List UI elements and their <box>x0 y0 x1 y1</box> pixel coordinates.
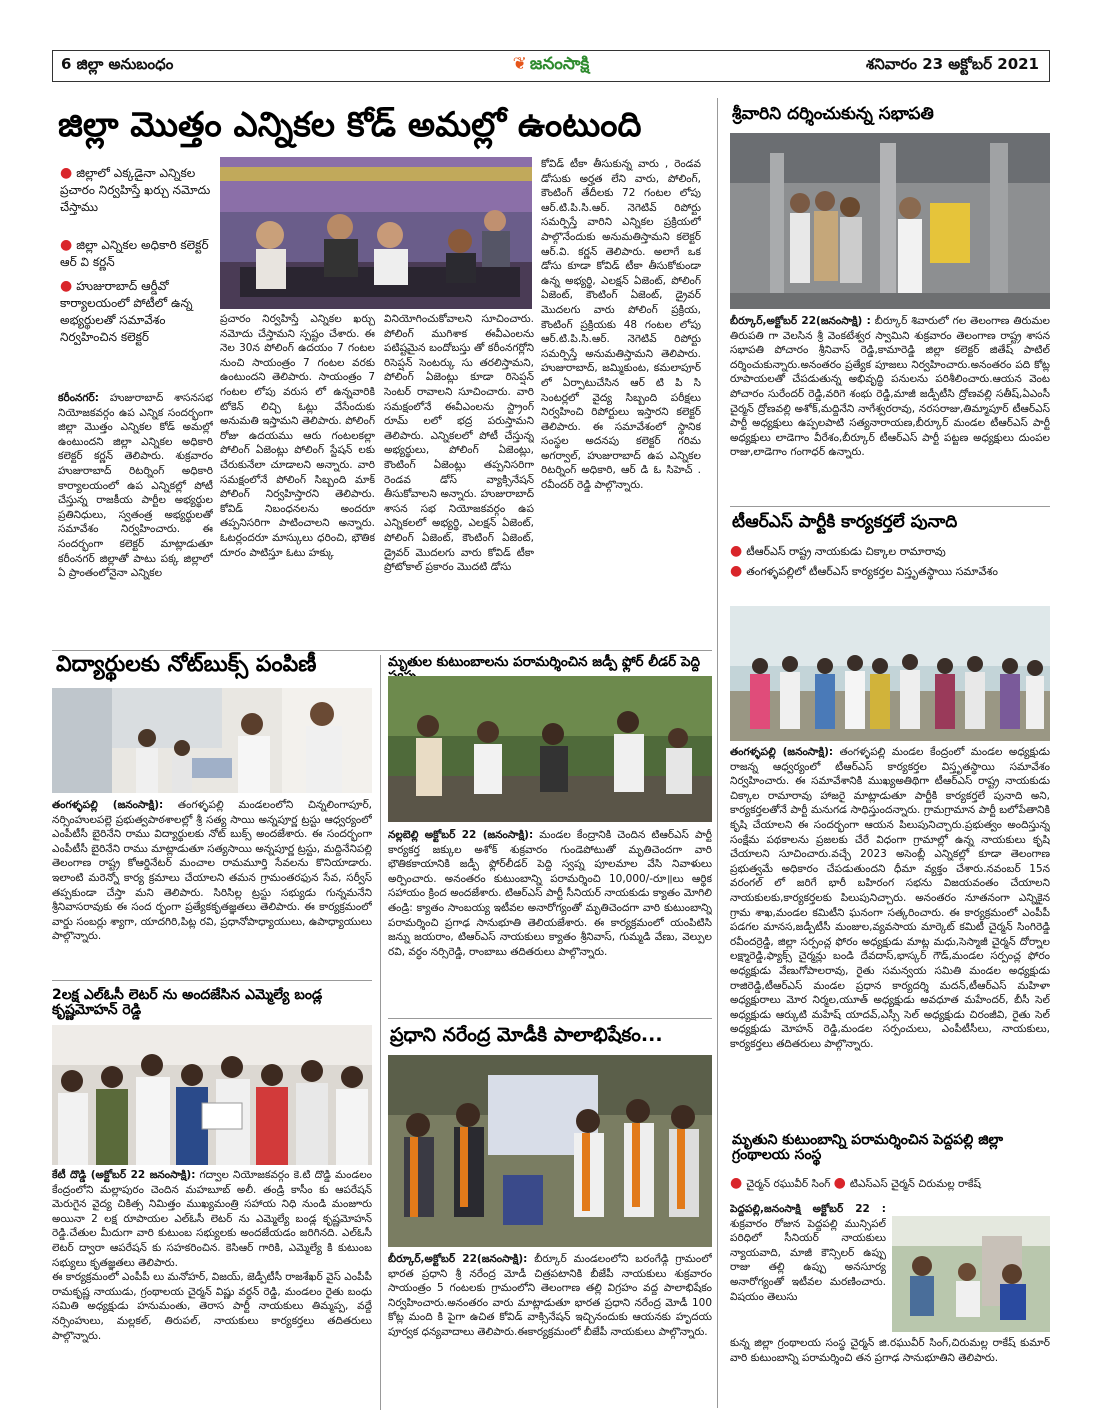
notebooks-body: తంగళ్ళపల్లి (జనంసాక్షి): తంగళ్ళపల్లి మండలంలోని చిన్నలింగాపూర్, నర్సింహులపల్లె ప్రభుత్వపాఠశాలల్లో శ్రీ సత్య సాయి అన్నపూర్ణ ట్రస్టు ఆధ్వర్యంలో ఎంపీటీసీ బైరినేని రాము విద్యార్థులకు నోట్ బుక్స్ అందజేశారు. ఈ సందర్భంగా ఎంపీటీసీ బైరినేని రాము మాట్లాడుతూ సత్యసాయి అన్నపూర్ణ ట్రస్టు, మద్దినేనిపల్లి తెలంగాణ రాష్ట్ర కోఆర్డినేటర్ మంచాల రామమూర్తి సేవలను కొనియాడారు. ఇలాంటి మరెన్నో కార్య క్రమాలు చేయాలని తమన గ్రామంతరఫున సేవ, సర్వీస్ తప్పకుండా చేస్తా మని తెలిపారు. సిరిసిల్ల ట్రస్టు సభ్యుడు గున్నమనేని శ్రీనివాసరావుకు ఈ సంద ర్భంగా ప్రత్యేకకృతజ్ఞతలు తెలిపారు. ఈ కార్యక్రమంలో వార్డు సంబర్లు శ్యాగా, యాదగిరి,పిట్ల రవి, ప్రధానోపాధ్యాయులు, ఉపాధ్యాయులు పాల్గొన్నారు. <box>52 799 372 943</box>
bullet-icon: ● <box>833 1175 846 1191</box>
modi-abhishekam-photo <box>388 1055 712 1247</box>
issue-date: శనివారం 23 అక్టోబర్ 2021 <box>865 55 1039 73</box>
trs-body: తంగళ్ళపల్లి (జనంసాక్షి): తంగళ్ళపల్లి మండల కేంద్రంలో మండల అధ్యక్షుడు రాజన్న ఆధ్వర్యంలో టీఆర్ఎస్ కార్యకర్తల విస్తృతస్థాయి సమావేశం నిర్వహించారు. ఈ సమావేశానికి ముఖ్యఅతిథిగా టీఆర్ఎస్ రాష్ట్ర నాయకుడు చిక్కాల రామారావు హాజరై మాట్లాడుతూ పార్టీకి కార్యకర్తలే పునాది అని, కార్యకర్తలతోనే పార్టీ మనుగడ సాధిస్తుందన్నారు. గ్రామగ్రామాన పార్టీ బలోపేతానికి కృషి చేయాలని ఈ సందర్భంగా ఆయన పిలుపునిచ్చారు.ప్రభుత్వం అందిస్తున్న సంక్షేమ పథకాలను ప్రజలకు చేరే విధంగా గ్రామాల్లో ఉన్న నాయకులు కృషి చేయాలని సూచించారు.వచ్చే 2023 అసెంబ్లీ ఎన్నికల్లో కూడా తెలంగాణ ప్రభుత్వమే అధికారం చేపడుతుందని ధీమా వ్యక్తం చేశారు.నవంబర్ 15న వరంగల్ లో జరిగే భారీ బహిరంగ సభను విజయవంతం చేయాలని నాయకులకు,కార్యకర్తలకు పిలుపునిచ్చారు. అనంతరం నూతనంగా ఎన్నికైన గ్రామ శాఖ,మండల కమిటీని ఘనంగా సత్కరించారు. ఈ కార్యక్రమంలో ఎంపీపీ పడగల మానస,జడ్పీటీసీ మంజుల,వ్యవసాయ మార్కెట్ కమిటీ చైర్మన్ సింగిరెడ్డి రవీందర్రెడ్డి, జిల్లా సర్పంచ్ల ఫోరం అధ్యక్షుడు మాట్ల మధు,సెస్మాజీ చైర్మన్ దోర్నాల లక్ష్మారెడ్డి,ఫ్యాక్స్ చైర్మన్లు బండి దేవదాస్,భాస్కర్ గౌడ్,మండల సర్పంచ్ల ఫోరం అధ్యక్షుడు వేణుగోపాలరావు, రైతు సమన్వయ సమితి మండల అధ్యక్షుడు రాజిరెడ్డి,టీఆర్ఎస్ మండల ప్రధాన కార్యదర్శి మదన్,టీఆర్ఎస్ మహిళా అధ్యక్షురాలు మోర నిర్మల,యూత్ అధ్యక్షుడు అవధూత మహేందర్, బీసీ సెల్ అధ్యక్షుడు ఆర్కుటి మహేష్ యాదవ్,ఎస్సీ సెల్ అధ్యక్షుడు చిరంజీవి, రైతు సెల్ అధ్యక్షుడు మోహన్ రెడ్డి,మండల సర్పంచులు, ఎంపీటీసీలు, నాయకులు, కార్యకర్తలు తదితరులు పాల్గొన్నారు. <box>730 746 1050 1050</box>
bullet-icon: ● <box>60 278 73 294</box>
lead-headline: జిల్లా మొత్తం ఎన్నికల కోడ్ అమల్లో ఉంటుంది <box>58 105 642 145</box>
leaf-icon: ❦ <box>512 54 527 74</box>
lead-bullet: ● హుజురాబాద్ ఆర్డీవో కార్యాలయంలో పోటీలో ఉన్న అభ్యర్థులతో సమావేశం నిర్వహించిన కలెక్టర్ <box>60 278 193 344</box>
trs-meeting-photo <box>730 606 1050 741</box>
lead-column-4: కోవిడ్ టీకా తీసుకున్న వారు , రెండవ డోసుకు అర్హత లేని వారు, పోలింగ్, కౌంటింగ్ తేదీలకు 72 గంటల లోపు ఆర్.టి.పి.సి.ఆర్. నెగెటివ్ రిపోర్టు సమర్పిస్తే వారిని ఎన్నికల ప్రక్రియలో పాల్గొనేందుకు అనుమతిస్తామని కలెక్టర్ ఆర్.వి. కర్ణన్ తెలిపారు. అలాగే ఒక డోసు కూడా కోవిడ్ టీకా తీసుకోకుండా ఉన్న అభ్యర్థి, ఎలక్షన్ ఏజెంట్, పోలింగ్ ఏజెంట్, కౌంటింగ్ ఏజెంట్, డ్రైవర్ మొదలగు వారు పోలింగ్ ప్రక్రియ, కౌంటింగ్ ప్రక్రియకు 48 గంటల లోపు ఆర్.టి.పి.సి.ఆర్. నెగెటివ్ రిపోర్టు సమర్పిస్తే అనుమతిస్తామని తెలిపారు. హుజురాబాద్, జమ్మికుంట, కమలాపూర్ లో ఏర్పాటుచేసిన ఆర్ టి పి సి సెంటర్లలో వైద్య సిబ్బంది పరీక్షలు నిర్వహించి రిపోర్టులు ఇస్తారని కలెక్టర్ తెలిపారు. ఈ సమావేశంలో స్థానిక సంస్థల అదనపు కలెక్టర్ గరిమ అగర్వాల్, హుజురాబాద్ ఉప ఎన్నికల రిటర్నింగ్ అధికారి, ఆర్ డి ఓ సిహెచ్ . రవీందర్ రెడ్డి పాల్గొన్నారు. <box>541 158 701 492</box>
section-divider <box>730 506 1050 507</box>
trs-headline: టీఆర్ఎస్ పార్టీకి కార్యకర్తలే పునాది <box>732 512 958 532</box>
lead-bullet: ● జిల్లా ఎన్నికల అధికారి కలెక్టర్ ఆర్ వి కర్ణన్ <box>60 237 209 269</box>
bullet-icon: ● <box>730 1175 743 1191</box>
library-visit-photo <box>892 1216 1050 1332</box>
page-label: 6 జిల్లా అనుబంధం <box>61 55 174 73</box>
modi-body: బీర్కూర్,అక్టోబర్ 22(జనంసాక్షి): బీర్కూర్ మండలంలోని బరంగేడ్గి గ్రామంలో భారత ప్రధాని శ్రీ నరేంద్ర మోడీ చిత్రపటానికి బీజేపీ నాయకులు శుక్రవారం సాయంత్రం 5 గంటలకు గ్రామంలోని తెలంగాణ తల్లి విగ్రహం వద్ద పాలాభిషేకం నిర్వహించారు.అనంతరం వారు మాట్లాడుతూ భారత ప్రధాని నరేంద్ర మోడీ 100 కోట్ల మంది కి పైగా ఉచిత కోవిడ్ వాక్సినేషన్ ఇచ్చినందుకు ఆయనకు హృదయ పూర్వక ధన్యవాదాలు తెలిపారు.ఈకార్యక్రమంలో బీజేపీ నాయకులు పాల్గొన్నారు. <box>388 1253 712 1338</box>
speaker-body: బీర్కూర్,అక్టోబర్ 22(జనంసాక్షి) : బీర్కూర్ శివారులో గల తెలంగాణ తిరుమల తిరుపతి గా వెలసిన శ్రీ వెంకటేశ్వర స్వామిని శుక్రవారం తెలంగాణ రాష్ట్ర శాసన సభాపతి పోచారం శ్రీనివాస్ రెడ్డి,కామారెడ్డి జిల్లా కలెక్టర్ జితేష్ పాటిల్ దర్శించుకున్నారు.అనంతరం ప్రత్యేక పూజలు నిర్వహించారు.అనంతరం పది కోట్ల రూపాయలతో చేపడుతున్న అభివృద్ధి పనులను పరిశీలించారు.ఆయన వెంట పోచారం సురేందర్ రెడ్డి,వరిగె శంభు రెడ్డి,మాజీ జడ్పీటీసి ద్రోణవల్లి సతీష్,ఏఎంసీ చైర్మన్ ద్రోణవల్లి అశోక్,మద్దినేని నాగేశ్వరరావు, నరసరాజు,తిమ్మాపూర్ టీఆర్ఎస్ పార్టీ అధ్యక్షులు ఉప్పలపాటి సత్యనారాయణ,బీర్కూర్ మండల టీఆర్ఎస్ పార్టీ అధ్యక్షులు లాడెగాం వీరేశం,బీర్కూర్ టీఆర్ఎస్ పార్టీ పట్టణ అధ్యక్షులు దుంపల రాజు,లాడెగాం గంగాధర్ ఉన్నారు. <box>730 315 1050 459</box>
bullet-icon: ● <box>60 165 73 181</box>
lead-column-3: వినియోగించుకోవాలని సూచించారు. పోలింగ్ ముగిశాక ఈవీఎంలను పటిష్టమైన బందోబస్తు తో కరీంనగర్లోని రిసెప్షన్ సెంటర్కు సు తరలిస్తామని, పోలింగ్ ఏజెంట్లు కూడా రిసెప్షన్ సెంటర్ రావాలని సూచించారు. వారి సమక్షంలోనే ఈవీఎంలను స్ట్రాంగ్ రూమ్ లలో భద్ర పరుస్తామని తెలిపారు. ఎన్నికలలో పోటీ చేస్తున్న అభ్యర్థులు, పోలింగ్ ఏజెంట్లు, కౌంటింగ్ ఏజెంట్లు తప్పనిసరిగా రెండవ డోస్ వ్యాక్సినేషన్ తీసుకోవాలని అన్నారు. హుజురాబాద్ శాసన సభ నియోజకవర్గం ఉప ఎన్నికలలో అభ్యర్థి, ఎలక్షన్ ఏజెంట్, పోలింగ్ ఏజెంట్, కౌంటింగ్ ఏజెంట్, డ్రైవర్ మొదలగు వారు కోవిడ్ టీకా ప్రోటోకాల్ ప్రకారం మొదటి డోసు <box>384 313 534 574</box>
lead-photo-meeting <box>220 157 532 309</box>
masthead-title: జనంసాక్షి <box>529 54 590 74</box>
column-divider <box>717 98 718 1408</box>
trs-bullet: ● తంగళ్ళపల్లిలో టీఆర్ఎస్ కార్యకర్తల విస్తృతస్థాయి సమావేశం <box>730 563 998 579</box>
bullet-icon: ● <box>730 563 743 579</box>
floor-leader-headline: మృతుల కుటుంబాలను పరామర్శించిన జడ్పీ ఫ్లోర్ లీడర్ పెద్ది <box>388 654 700 670</box>
library-body-narrow: పెద్దపల్లి,జనంసాక్షి అక్టోబర్ 22 : శుక్రవారం రోజున పెద్దపల్లి మున్సిపల్ పరిధిలో సీనియర్ నాయకులు న్యాయవాది, మాజీ కౌన్సిలర్ ఉప్పు రాజు తల్లి ఉప్పు అనసూర్య అనారోగ్యంతో ఇటీవల మరణించారు. విషయం తెలుసు <box>730 1203 886 1303</box>
lead-bullet: ● జిల్లాలో ఎక్కడైనా ఎన్నికల ప్రచారం నిర్వహిస్తే ఖర్చు నమోదు చేస్తాము <box>60 165 211 214</box>
loc-handover-photo <box>52 1025 372 1165</box>
section-divider <box>52 980 372 981</box>
library-headline: మృతుని కుటుంబాన్ని పరామర్శించిన పెద్దపల్లి జిల్లా గ్రంథాలయ సంస్థ <box>732 1132 1004 1163</box>
modi-headline: ప్రధాని నరేంద్ర మోడీకి పాలాభిషేకం... <box>390 1024 663 1046</box>
page-header <box>52 50 1050 82</box>
bullet-icon: ● <box>730 543 743 559</box>
column-divider <box>380 655 381 1410</box>
notebooks-headline: విద్యార్థులకు నోట్‌బుక్స్ పంపిణీ <box>56 652 317 677</box>
loc-headline: 2లక్ష ఎల్ఓసీ లెటర్ ను అందజేసిన ఎమ్మెల్యే బండ్ల కృష్ణమోహన్ రెడ్డి <box>52 987 323 1018</box>
bullet-icon: ● <box>60 237 73 253</box>
floor-leader-body: నల్లబెల్లి అక్టోబర్ 22 (జనంసాక్షి): మండల కేంద్రానికి చెందిన టిఆర్ఎస్ పార్టీ కార్యకర్త జక్కుల అశోక్ శుక్రవారం గుండెపోటుతో మృతిచెందగా వారి భౌతికకాయానికి జడ్పీ ఫ్లోర్‌లీడర్ పెద్ది స్వప్న పూలమాల వేసి నివాళులు అర్పించారు. అనంతరం కుటుంబాన్ని పరామర్శించి 10,000/-రూ॥లు ఆర్థిక సహాయం క్రింద అందజేశారు. టిఆర్ఎస్ పార్టీ సీనియర్ నాయకుడు క్యాతం మోగిలి తండ్రి: క్యాతం సాంబయ్య ఇటీవల అనారోగ్యంతో మృతిచెందగా వారి కుటుంబాన్ని పరామర్శించి ప్రగాఢ సానుభూతి తెలియజేశారు. ఈ కార్యక్రమంలో యంపిటిసి జన్ను జయరాం, టిఆర్ఎస్ నాయకులు క్యాతం శ్రీనివాస్, గుమ్మడి వేణు, వెల్పుల రవి, వర్ధం నర్సిరెడ్డి, రాంబాబు తదితరులు పాల్గొన్నారు. <box>388 829 712 958</box>
loc-body: కేటీ దొడ్డి (అక్టోబర్ 22 జనంసాక్షి): గద్వాల నియోజకవర్గం కె.టి దొడ్డి మండలం కేంద్రంలోని మల్లాపురం చెందిన మహబూబ్ అలీ. తండ్రి కాసీం కు ఆపరేషన్ మెరుగైన వైద్య చికిత్స నిమిత్తం ముఖ్యమంత్రి సహాయ నిధి నుండి మంజూరు అయినా 2 లక్ష రూపాయల ఎల్ఓసీ లెటర్ ను ఎమ్మెల్యే బండ్ల కృష్ణమోహన్ రెడ్డి.చేతుల మీదుగా వారి కుటుంబ సభ్యులకు అందజేయడం జరిగినది. ఎల్ఓసీ లెటర్ ద్వారా ఆపరేషన్ కు సహకరించిన. కెసిఆర్ గారికి, ఎమ్మెల్యే కి కుటుంబ సభ్యులు కృతజ్ఞతలు తెలిపారు. ఈ కార్యక్రమంలో ఎంపీపీ లు మనోహర్, విజయ్, జెడ్పీటీసీ రాజశేఖర్ వైస్ ఎంపీపీ రామకృష్ణ నాయుడు, గ్రంథాలయ చైర్మన్ విష్ణు వర్ధన్ రెడ్డి, మండలం రైతు బంధు సమితి అధ్యక్షుడు హనుమంతు, తెరాస పార్టీ నాయకులు తిమ్మప్ప, వద్దే నర్సింహులు, మల్లకల్, తిరుపల్, నాయకులు కార్యకర్తలు తదితరులు పాల్గొన్నారు. <box>52 1169 372 1342</box>
lead-column-2: ప్రచారం నిర్వహిస్తే ఎన్నికల ఖర్చు నమోదు చేస్తామని స్పష్టం చేశారు. ఈ నెల 30న పోలింగ్ ఉదయం 7 గంటల నుంచి సాయంత్రం 7 గంటల వరకు ఉంటుందని తెలిపారు. సాయంత్రం 7 గంటల లోపు వరుస లో ఉన్నవారికి టోకెన్ లిచ్చి ఓట్లు వేసేందుకు అనుమతి ఇస్తామని తెలిపారు. పోలింగ్ రోజు ఉదయము ఆరు గంటలకల్లా పోలింగ్ ఏజెంట్లు పోలింగ్ స్టేషన్ లకు చేరుకునేలా చూడాలని అన్నారు. వారి సమక్షంలోనే పోలింగ్ సిబ్బంది మాక్ పోలింగ్ నిర్వహిస్తారని తెలిపారు. కోవిడ్ నిబంధనలను అందరూ తప్పనిసరిగా పాటించాలని అన్నారు. ఓటర్లందరూ మాస్కులు ధరించి, భౌతిక దూరం పాటిస్తూ ఓటు హక్కు <box>220 313 375 559</box>
trs-bullet: ● టీఆర్ఎస్ రాష్ట్ర నాయకుడు చిక్కాల రామారావు <box>730 543 946 559</box>
notebooks-photo <box>52 688 372 793</box>
library-bullets: ● చైర్మన్ రఘువీర్ సింగ్ ● టిఎస్ఎస్ చైర్మన్ చిరుమల్ల రాకేష్ <box>730 1175 981 1191</box>
speaker-headline: శ్రీవారిని దర్శించుకున్న సభాపతి <box>732 104 934 124</box>
speaker-temple-photo <box>730 133 1050 309</box>
library-body-wide: కున్న జిల్లా గ్రంథాలయ సంస్థ చైర్మన్ జి.రఘువీర్ సింగ్,చిరుమల్ల రాకేష్ కుమార్ వారి కుటుంబాన్ని పరామర్శించి తన ప్రగాఢ సానుభూతిని తెలిపారు. <box>730 1337 1050 1364</box>
section-divider <box>388 1018 712 1019</box>
masthead <box>353 54 749 78</box>
floor-leader-photo <box>388 676 712 822</box>
section-divider <box>52 650 712 651</box>
lead-column-1: కరీంనగర్: హుజురాబాద్ శాసనసభ నియోజకవర్గం ఉప ఎన్నిక సందర్భంగా జిల్లా మొత్తం ఎన్నికల కోడ్ అమల్లో ఉంటుందని జిల్లా ఎన్నికల అధికారి కలెక్టర్ కర్ణన్ తెలిపారు. శుక్రవారం హుజురాబాద్ రిటర్నింగ్ అధికారి కార్యాలయంలో ఉప ఎన్నికల్లో పోటీ చేస్తున్న రాజకీయ పార్టీల అభ్యర్థుల ప్రతినిధులు, స్వతంత్ర అభ్యర్థులతో సమావేశం నిర్వహించారు. ఈ సందర్భంగా కలెక్టర్ మాట్లాడుతూ కరీంనగర్ జిల్లాతో పాటు పక్క జిల్లాలో ఏ ప్రాంతంలోనైనా ఎన్నికల <box>58 392 213 580</box>
